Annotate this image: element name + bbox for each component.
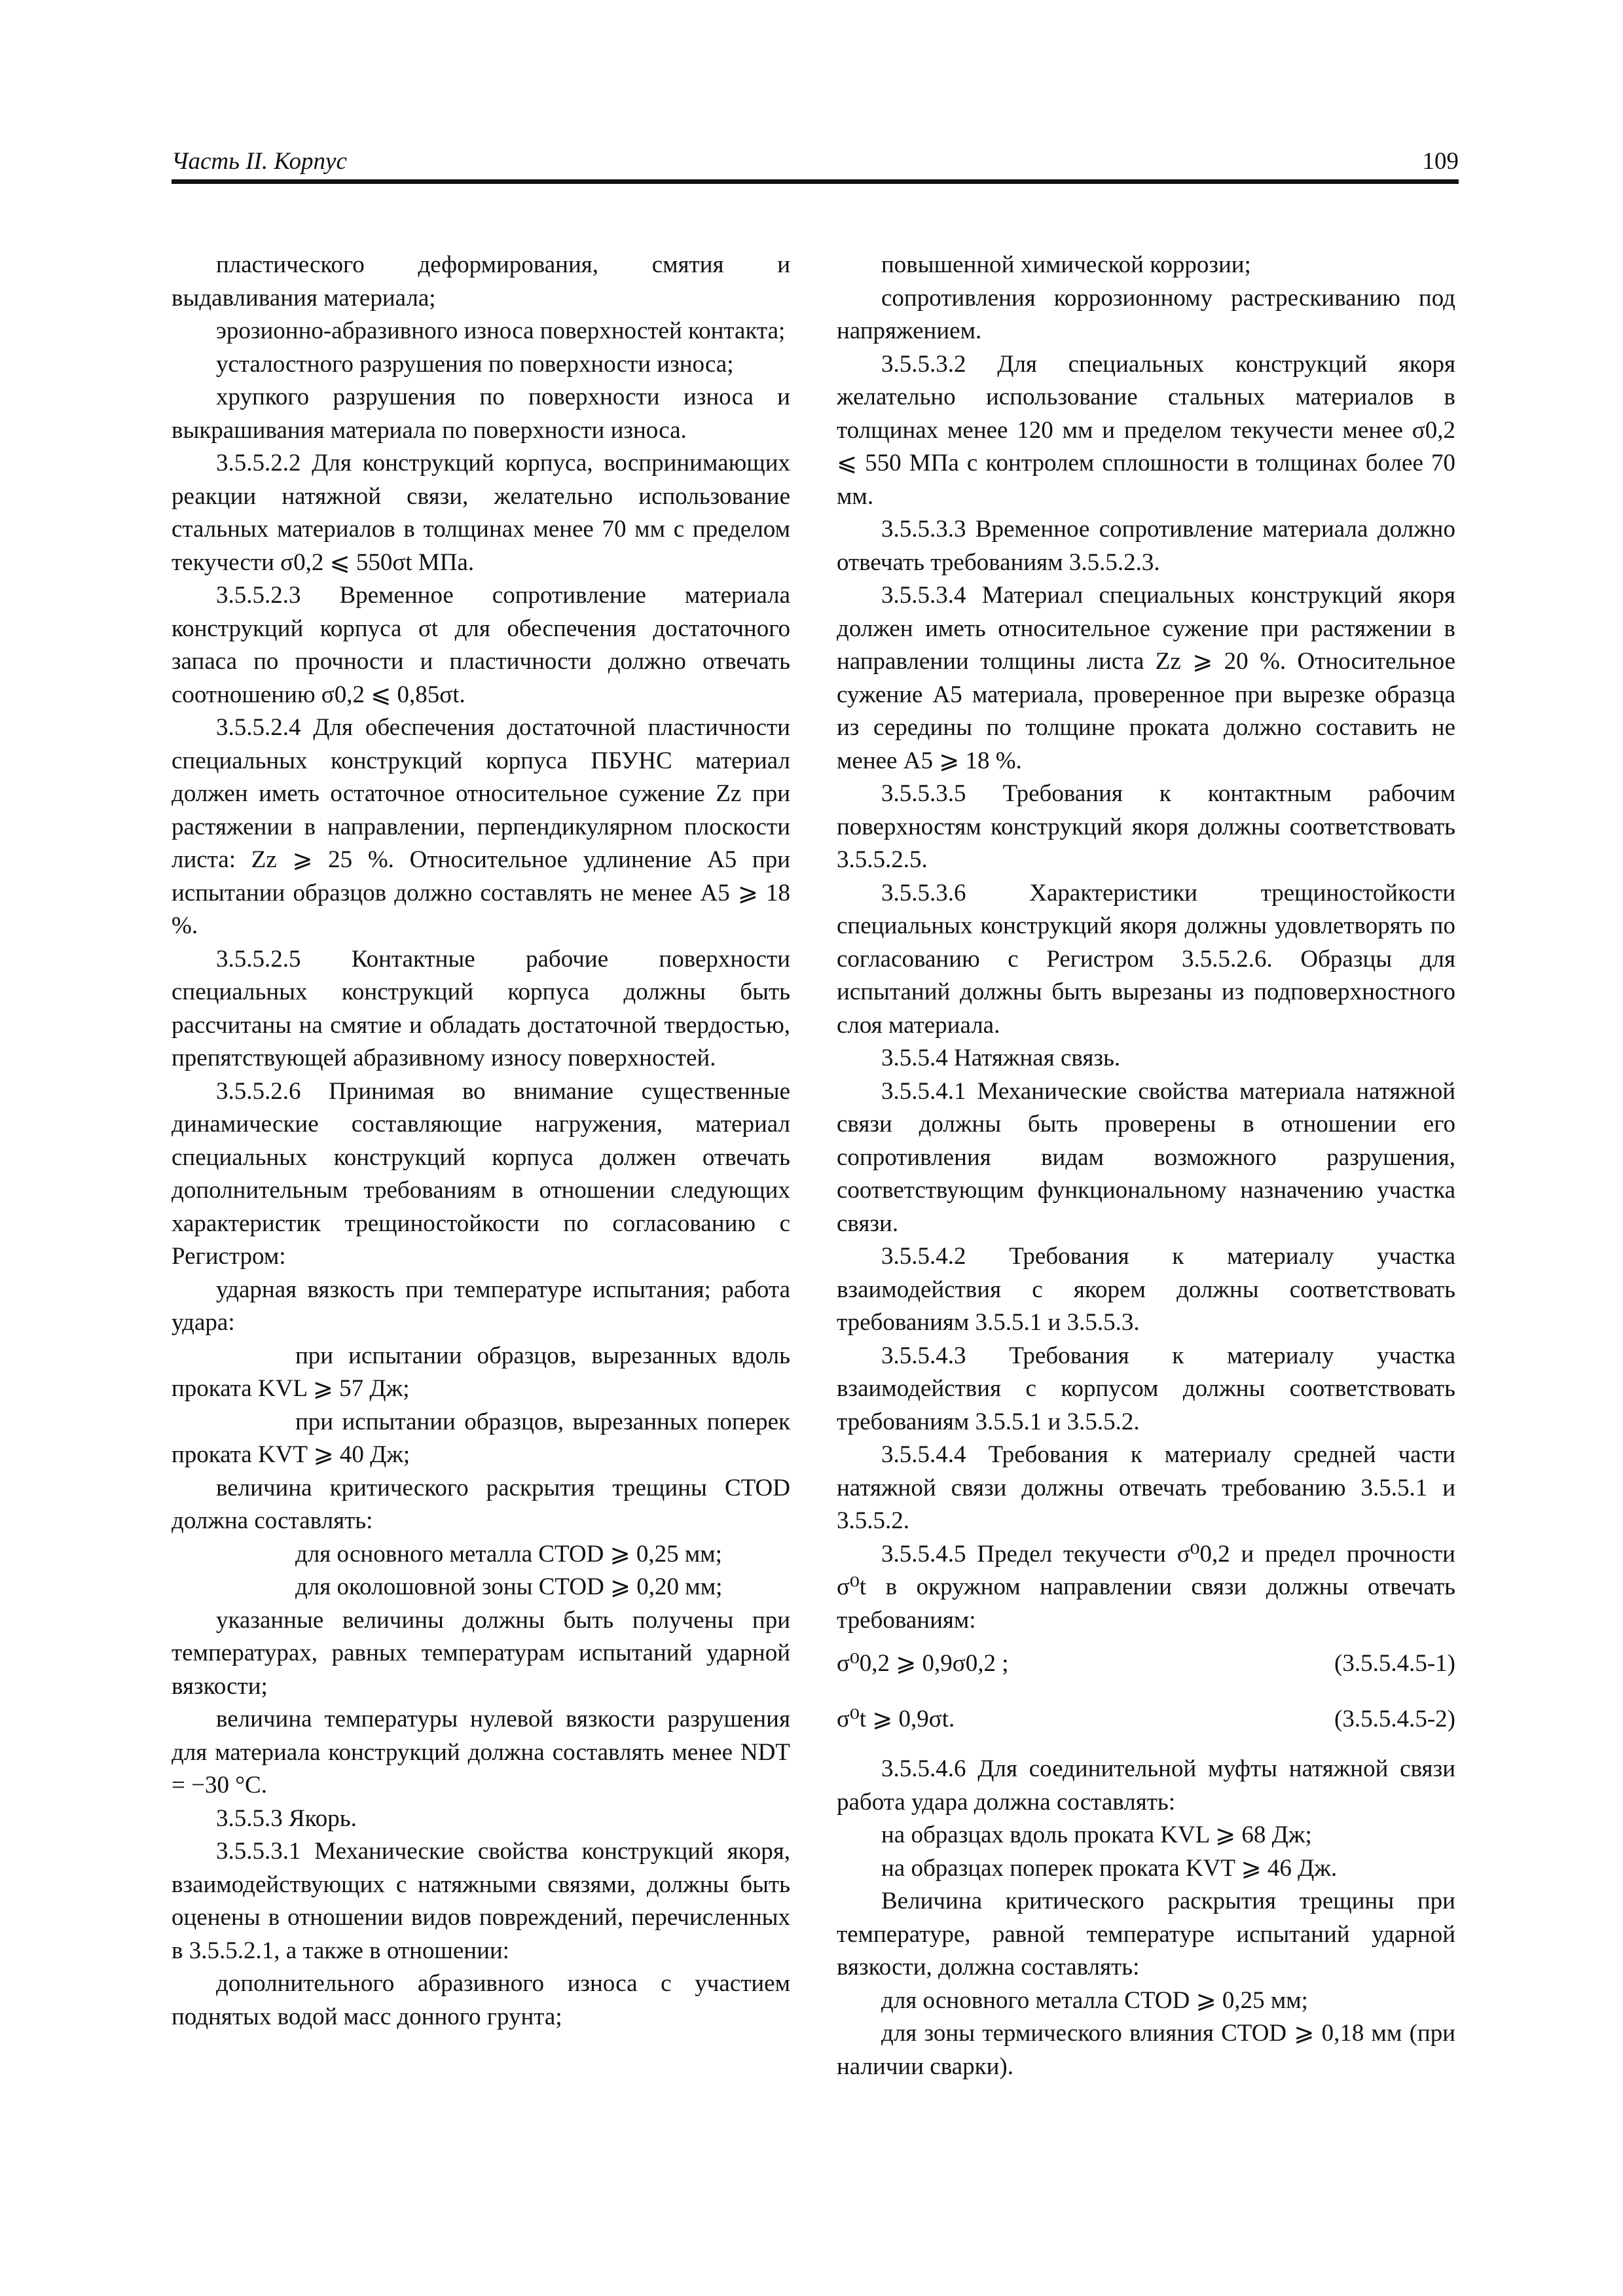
paragraph: ударная вязкость при температуре испытания; работа удара: (172, 1276, 790, 1336)
paragraph: 3.5.5.4.1 Механические свойства материала натяжной связи должны быть проверены в отношении его сопротивления видам возможного разрушения, соответствующим функциональному назначению участка связи. (837, 1077, 1455, 1237)
paragraph: пластического деформирования, смятия и выдавливания материала; (172, 251, 790, 312)
paragraph: Величина критического раскрытия трещины при температуре, равной температуре испытаний ударной вязкости, должна составлять: (837, 1888, 1455, 1981)
paragraph: 3.5.5.2.3 Временное сопротивление материала конструкций корпуса σt для обеспечения достаточного запаса по прочности и пластичности должно отвечать соотношению σ0,2 ⩽ 0,85σt. (172, 582, 790, 708)
paragraph: 3.5.5.3.3 Временное сопротивление материала должно отвечать требованиям 3.5.5.2.3. (837, 516, 1455, 576)
paragraph: на образцах вдоль проката KVL ⩾ 68 Дж; (881, 1821, 1312, 1848)
paragraph: указанные величины должны быть получены при температурах, равных температурам испытаний ударной вязкости; (172, 1606, 790, 1700)
left-column (172, 249, 790, 2034)
equation-number: (3.5.5.4.5-2) (1334, 1705, 1455, 1732)
equation-formula: σ⁰t ⩾ 0,9σt. (837, 1705, 955, 1732)
paragraph: величина температуры нулевой вязкости разрушения для материала конструкций должна составлять менее NDT = −30 °С. (172, 1706, 790, 1799)
paragraph: 3.5.5.2.4 Для обеспечения достаточной пластичности специальных конструкций корпуса ПБУНС материал должен иметь остаточное относительное сужение Zz при растяжении в направлении, перпендикулярном плоскости листа: Zz ⩾ 25 %. Относительное удлинение A5 при испытании образцов должно составлять не менее A5 ⩾ 18 %. (172, 714, 790, 939)
equation-formula: σ⁰0,2 ⩾ 0,9σ0,2 ; (837, 1650, 1009, 1677)
paragraph: 3.5.5.3 Якорь. (216, 1804, 357, 1832)
paragraph: для зоны термического влияния CTOD ⩾ 0,18 мм (при наличии сварки). (837, 2020, 1455, 2080)
paragraph: 3.5.5.3.2 Для специальных конструкций якоря желательно использование стальных материалов в толщинах менее 120 мм и пределом текучести менее σ0,2 ⩽ 550 МПа с контролем сплошности в толщинах более 70 мм. (837, 350, 1455, 510)
page-number: 109 (1422, 148, 1459, 175)
paragraph: для основного металла CTOD ⩾ 0,25 мм; (295, 1540, 722, 1568)
paragraph: 3.5.5.2.6 Принимая во внимание существенные динамические составляющие нагружения, материал специальных конструкций корпуса должен отвечать дополнительным требованиям в отношении следующих характеристик трещиностойкости по согласованию с Регистром: (172, 1077, 790, 1270)
paragraph: дополнительного абразивного износа с участием поднятых водой масс донного грунта; (172, 1970, 790, 2030)
header-title: Часть II. Корпус (172, 148, 347, 175)
paragraph: величина критического раскрытия трещины CTOD должна составлять: (172, 1474, 790, 1534)
paragraph: повышенной химической коррозии; (881, 251, 1251, 278)
paragraph: хрупкого разрушения по поверхности износа и выкрашивания материала по поверхности износа. (172, 384, 790, 444)
paragraph: 3.5.5.3.4 Материал специальных конструкций якоря должен иметь относительное сужение при растяжении в направлении толщины листа Zz ⩾ 20 %. Относительное сужение A5 материала, проверенное при вырезке образца из середины по толщине проката должно составить не менее A5 ⩾ 18 %. (837, 582, 1455, 774)
equation-2 (837, 1703, 1455, 1736)
paragraph: на образцах поперек проката KVT ⩾ 46 Дж. (881, 1854, 1338, 1882)
paragraph: 3.5.5.4.4 Требования к материалу средней части натяжной связи должны отвечать требованию 3.5.5.1 и 3.5.5.2. (837, 1441, 1455, 1534)
paragraph: 3.5.5.4.2 Требования к материалу участка взаимодействия с якорем должны соответствовать требованиям 3.5.5.1 и 3.5.5.3. (837, 1243, 1455, 1336)
paragraph: сопротивления коррозионному растрескиванию под напряжением. (837, 284, 1455, 344)
paragraph: 3.5.5.4 Натяжная связь. (881, 1045, 1121, 1071)
equation-1 (837, 1647, 1455, 1681)
paragraph: при испытании образцов, вырезанных поперек проката KVT ⩾ 40 Дж; (172, 1408, 790, 1468)
paragraph: 3.5.5.2.2 Для конструкций корпуса, воспринимающих реакции натяжной связи, желательно использование стальных материалов в толщинах менее 70 мм с пределом текучести σ0,2 ⩽ 550σt МПа. (172, 450, 790, 576)
paragraph: 3.5.5.2.5 Контактные рабочие поверхности специальных конструкций корпуса должны быть рассчитаны на смятие и обладать достаточной твердостью, препятствующей абразивному износу поверхностей. (172, 945, 790, 1071)
paragraph: при испытании образцов, вырезанных вдоль проката KVL ⩾ 57 Дж; (172, 1342, 790, 1402)
equation-number: (3.5.5.4.5-1) (1334, 1650, 1455, 1677)
right-column (837, 249, 1455, 2083)
paragraph: для основного металла CTOD ⩾ 0,25 мм; (881, 1986, 1308, 2014)
paragraph: 3.5.5.3.5 Требования к контактным рабочим поверхностям конструкций якоря должны соответствовать 3.5.5.2.5. (837, 780, 1455, 873)
paragraph: 3.5.5.4.3 Требования к материалу участка взаимодействия с корпусом должны соответствовать требованиям 3.5.5.1 и 3.5.5.2. (837, 1342, 1455, 1435)
paragraph: 3.5.5.3.1 Механические свойства конструкций якоря, взаимодействующих с натяжными связями, должны быть оценены в отношении видов повреждений, перечисленных в 3.5.5.2.1, а также в отношении: (172, 1838, 790, 1964)
paragraph: 3.5.5.4.6 Для соединительной муфты натяжной связи работа удара должна составлять: (837, 1755, 1455, 1816)
paragraph: 3.5.5.4.5 Предел текучести σ⁰0,2 и предел прочности σ⁰t в окружном направлении связи должны отвечать требованиям: (837, 1540, 1455, 1634)
paragraph: эрозионно-абразивного износа поверхностей контакта; (216, 317, 786, 344)
running-header (172, 143, 1459, 184)
paragraph: усталостного разрушения по поверхности износа; (216, 350, 734, 378)
paragraph: для околошовной зоны CTOD ⩾ 0,20 мм; (295, 1573, 723, 1600)
paragraph: 3.5.5.3.6 Характеристики трещиностойкости специальных конструкций якоря должны удовлетворять по согласованию с Регистром 3.5.5.2.6. Образцы для испытаний должны быть вырезаны из подповерхностного слоя материала. (837, 879, 1455, 1039)
